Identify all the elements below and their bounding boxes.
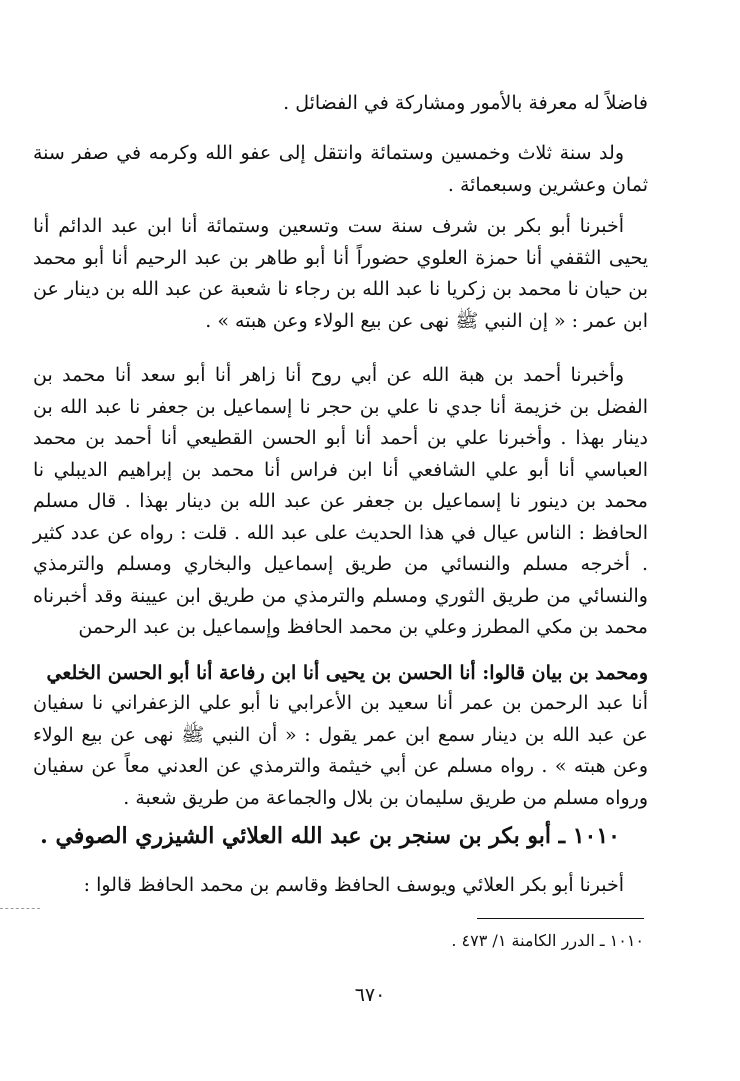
bold-isnad-line [33, 658, 648, 690]
page-number: ٦٧٠ [354, 984, 386, 1006]
paragraph-2: ولد سنة ثلاث وخمسين وستمائة وانتقل إلى عفو الله وكرمه في صفر سنة ثمان وعشرين وسبعمائة . [33, 142, 648, 196]
paragraph-1: فاضلاً له معرفة بالأمور ومشاركة في الفضائل . [283, 92, 648, 114]
paragraph-6: أخبرنا أبو بكر العلائي ويوسف الحافظ وقاسم بن محمد الحافظ قالوا : [83, 874, 624, 896]
footnote-divider [477, 918, 644, 919]
bold-isnad-text: ومحمد بن بيان قالوا: أنا الحسن بن يحيى أنا ابن رفاعة أنا أبو الحسن الخلعي [46, 662, 648, 684]
paragraph-4: وأخبرنا أحمد بن هبة الله عن أبي روح أنا زاهر أنا أبو سعد أنا محمد بن الفضل بن خزيمة أنا جدي نا علي بن حجر نا إسماعيل بن جعفر نا عبد الله بن دينار بهذا . وأخبرنا علي بن أحمد أنا أبو الحسن القطيعي أنا أحمد بن محمد العباسي أنا أبو علي الشافعي أنا ابن فراس أنا محمد بن إبراهيم الديبلي نا محمد بن دينور نا إسماعيل بن جعفر عن عبد الله بن دينار بهذا . قال مسلم الحافظ : الناس عيال في هذا الحديث على عبد الله . قلت : رواه عن عدد كثير . أخرجه مسلم والنسائي من طريق إسماعيل والبخاري ومسلم والترمذي والنسائي من طريق الثوري ومسلم والترمذي من طريق ابن عيينة وقد أخبرناه محمد بن مكي المطرز وعلي بن محمد الحافظ وإسماعيل بن عبد الرحمن [33, 364, 648, 638]
entry-heading: ١٠١٠ ـ أبو بكر بن سنجر بن عبد الله العلائي الشيزري الصوفي . [40, 823, 620, 849]
paragraph-5: أنا عبد الرحمن بن عمر أنا سعيد بن الأعرابي نا أبو علي الزعفراني نا سفيان عن عبد الله بن دينار سمع ابن عمر يقول : « أن النبي ﷺ نهى عن بيع الولاء وعن هبته » . رواه مسلم عن أبي خيثمة والترمذي عن العدني معاً عن سفيان ورواه مسلم من طريق سليمان بن بلال والجماعة من طريق شعبة . [33, 692, 648, 809]
scan-artifact-line [0, 908, 40, 909]
paragraph-3: أخبرنا أبو بكر بن شرف سنة ست وتسعين وستمائة أنا ابن عبد الدائم أنا يحيى الثقفي أنا حمزة العلوي حضوراً أنا أبو طاهر بن عبد الرحيم أنا أبو محمد بن حيان نا محمد بن زكريا نا عبد الله بن رجاء نا شعبة عن عبد الله بن دينار عن ابن عمر : « إن النبي ﷺ نهى عن بيع الولاء وعن هبته » . [33, 215, 648, 332]
footnote: ١٠١٠ ـ الدرر الكامنة ١/ ٤٧٣ . [451, 931, 644, 950]
